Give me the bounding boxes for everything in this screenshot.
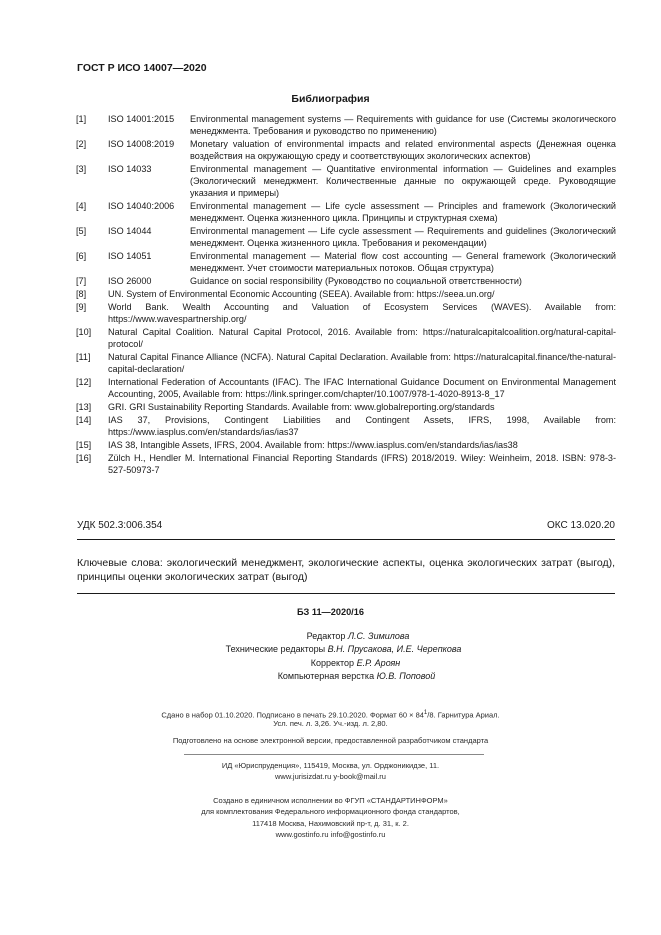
standard-header: ГОСТ Р ИСО 14007—2020 xyxy=(77,62,207,74)
entry-code: ISO 14033 xyxy=(108,164,152,174)
divider xyxy=(77,593,615,594)
entry-text: Environmental management systems — Requirements with guidance for use (Системы экологического менеджмента. Требования и руководство по применению) xyxy=(190,114,616,136)
entry-number: [2] xyxy=(76,139,87,149)
entry-text: Natural Capital Coalition. Natural Capital Protocol, 2016. Available from: https://naturalcapitalcoalition.org/natural-capital-protocol/ xyxy=(108,327,616,349)
bibliography-entry xyxy=(76,289,616,301)
keywords: Ключевые слова: экологический менеджмент, экологические аспекты, оценка экологических затрат (выгод), принципы оценки экологических затрат (выгод) xyxy=(77,557,615,583)
entry-code: ISO 26000 xyxy=(108,275,152,286)
entry-text: GRI. GRI Sustainability Reporting Standards. Available from: www.globalreporting.org/standards xyxy=(108,402,495,413)
bibliography-entry xyxy=(76,114,616,138)
entry-code: ISO 14001:2015 xyxy=(108,114,175,124)
bibliography-entry xyxy=(76,251,616,275)
bibliography-title: Библиография xyxy=(291,93,370,105)
entry-number: [10] xyxy=(76,327,92,338)
entry-number: [12] xyxy=(76,377,92,388)
entry-text: UN. System of Environmental Economic Accounting (SEEA). Available from: https://seea.un.org/ xyxy=(108,289,495,299)
entry-number: [16] xyxy=(76,453,92,464)
publisher-line-1: ИД «Юриспруденция», 115419, Москва, ул. Орджоникидзе, 11. xyxy=(221,761,440,770)
bibliography-entry xyxy=(76,327,616,351)
entry-text: IAS 38, Intangible Assets, IFRS, 2004. Available from: https://www.iasplus.com/en/standards/ias/ias38 xyxy=(108,440,518,451)
created-line-1: Создано в единичном исполнении во ФГУП «СТАНДАРТИНФОРМ» xyxy=(213,796,448,805)
created-line-3: 117418 Москва, Нахимовский пр-т, д. 31, к. 2. xyxy=(252,819,409,828)
bibliography-entry xyxy=(76,377,616,401)
bibliography-entry xyxy=(76,226,616,250)
bz-number: БЗ 11—2020/16 xyxy=(297,607,364,617)
bibliography-entry xyxy=(76,201,616,225)
entry-text: Environmental management — Life cycle assessment — Principles and framework (Экологический менеджмент. Оценка жизненного цикла. Принципы и структурная схема) xyxy=(190,200,616,223)
oks-code: ОКС 13.020.20 xyxy=(547,520,615,531)
entry-number: [6] xyxy=(76,250,87,261)
entry-number: [8] xyxy=(76,289,87,299)
entry-number: [15] xyxy=(76,440,92,451)
entry-text: Environmental management — Life cycle assessment — Requirements and guidelines (Экологический менеджмент. Оценка жизненного цикла. Требования и рекомендации) xyxy=(190,225,616,248)
entry-text: Guidance on social responsibility (Руководство по социальной ответственности) xyxy=(190,275,522,286)
entry-number: [14] xyxy=(76,415,92,426)
bibliography-list xyxy=(76,114,616,478)
publisher-line-2: www.jurisizdat.ru y-book@mail.ru xyxy=(275,772,386,781)
bibliography-entry xyxy=(76,276,616,288)
divider xyxy=(184,754,484,755)
entry-code: ISO 14040:2006 xyxy=(108,200,175,211)
bibliography-entry xyxy=(76,139,616,163)
entry-text: Monetary valuation of environmental impacts and related environmental aspects (Денежная оценка воздействия на окружающую среду и соответствующих экологических аспектов) xyxy=(190,139,616,161)
entry-number: [13] xyxy=(76,402,92,413)
created-line-4: www.gostinfo.ru info@gostinfo.ru xyxy=(275,830,386,839)
entry-number: [11] xyxy=(76,352,91,363)
bibliography-entry xyxy=(76,453,616,477)
entry-number: [4] xyxy=(76,200,87,211)
entry-number: [9] xyxy=(76,302,87,313)
bibliography-entry xyxy=(76,352,616,376)
bibliography-entry xyxy=(76,440,616,452)
corrector-line: Корректор Е.Р. Ароян xyxy=(310,657,401,668)
entry-number: [3] xyxy=(76,164,87,174)
entry-number: [1] xyxy=(76,114,87,124)
credits-block xyxy=(0,630,661,683)
entry-text: International Federation of Accountants (IFAC). The IFAC International Guidance Document on Environmental Management Accounting, 2005, Available from: https://link.springer.com/chapter/10.1007/978-1-4020-8913-8_17 xyxy=(108,377,616,399)
entry-text: World Bank. Wealth Accounting and Valuation of Ecosystem Services (WAVES). Available from: https://www.wavespartnership.org/ xyxy=(108,302,616,324)
bibliography-entry xyxy=(76,302,616,326)
bibliography-entry xyxy=(76,164,616,200)
bibliography-entry xyxy=(76,402,616,414)
entry-text: Environmental management — Material flow cost accounting — General framework (Экологический менеджмент. Учет стоимости материальных потоков. Общая структура) xyxy=(190,250,616,273)
editor-line: Редактор Л.С. Зимилова xyxy=(306,631,410,641)
entry-text: Natural Capital Finance Alliance (NCFA). Natural Capital Declaration. Available from: https://naturalcapital.finance/the-natural-capital-declaration/ xyxy=(108,352,616,374)
created-line-2: для комплектования Федерального информационного фонда стандартов, xyxy=(201,807,460,816)
prepared-note: Подготовлено на основе электронной версии, предоставленной разработчиком стандарта xyxy=(172,736,489,745)
entry-text: Environmental management — Quantitative environmental information — Guidelines and examples (Экологический менеджмент. Количественные данные по окружающей среде. Руководящие указания и примеры) xyxy=(190,164,616,198)
layout-line: Компьютерная верстка Ю.В. Поповой xyxy=(277,670,436,681)
udk-code: УДК 502.3:006.354 xyxy=(77,520,163,531)
divider xyxy=(77,539,615,540)
entry-code: ISO 14008:2019 xyxy=(108,139,175,149)
entry-code: ISO 14051 xyxy=(108,250,152,261)
tech-editors-line: Технические редакторы В.Н. Прусакова, И.Е. Черепкова xyxy=(225,644,462,655)
print-sheets: Усл. печ. л. 3,26. Уч.-изд. л. 2,80. xyxy=(273,719,388,728)
bibliography-entry xyxy=(76,415,616,439)
entry-code: ISO 14044 xyxy=(108,225,152,236)
entry-number: [7] xyxy=(76,275,87,286)
entry-text: Zülch H., Hendler M. International Financial Reporting Standards (IFRS) 2018/2019. Wiley: Weinheim, 2018. ISBN: 978-3-527-50973-7 xyxy=(108,453,616,476)
entry-number: [5] xyxy=(76,225,87,236)
entry-text: IAS 37, Provisions, Contingent Liabilities and Contingent Assets, IFRS, 1998, Available from: https://www.iasplus.com/en/standards/ias/ias37 xyxy=(108,415,616,438)
print-dates: Сдано в набор 01.10.2020. Подписано в печать 29.10.2020. Формат $60 \times 84^1/8$. Гарнитура Ариал. xyxy=(161,710,500,720)
